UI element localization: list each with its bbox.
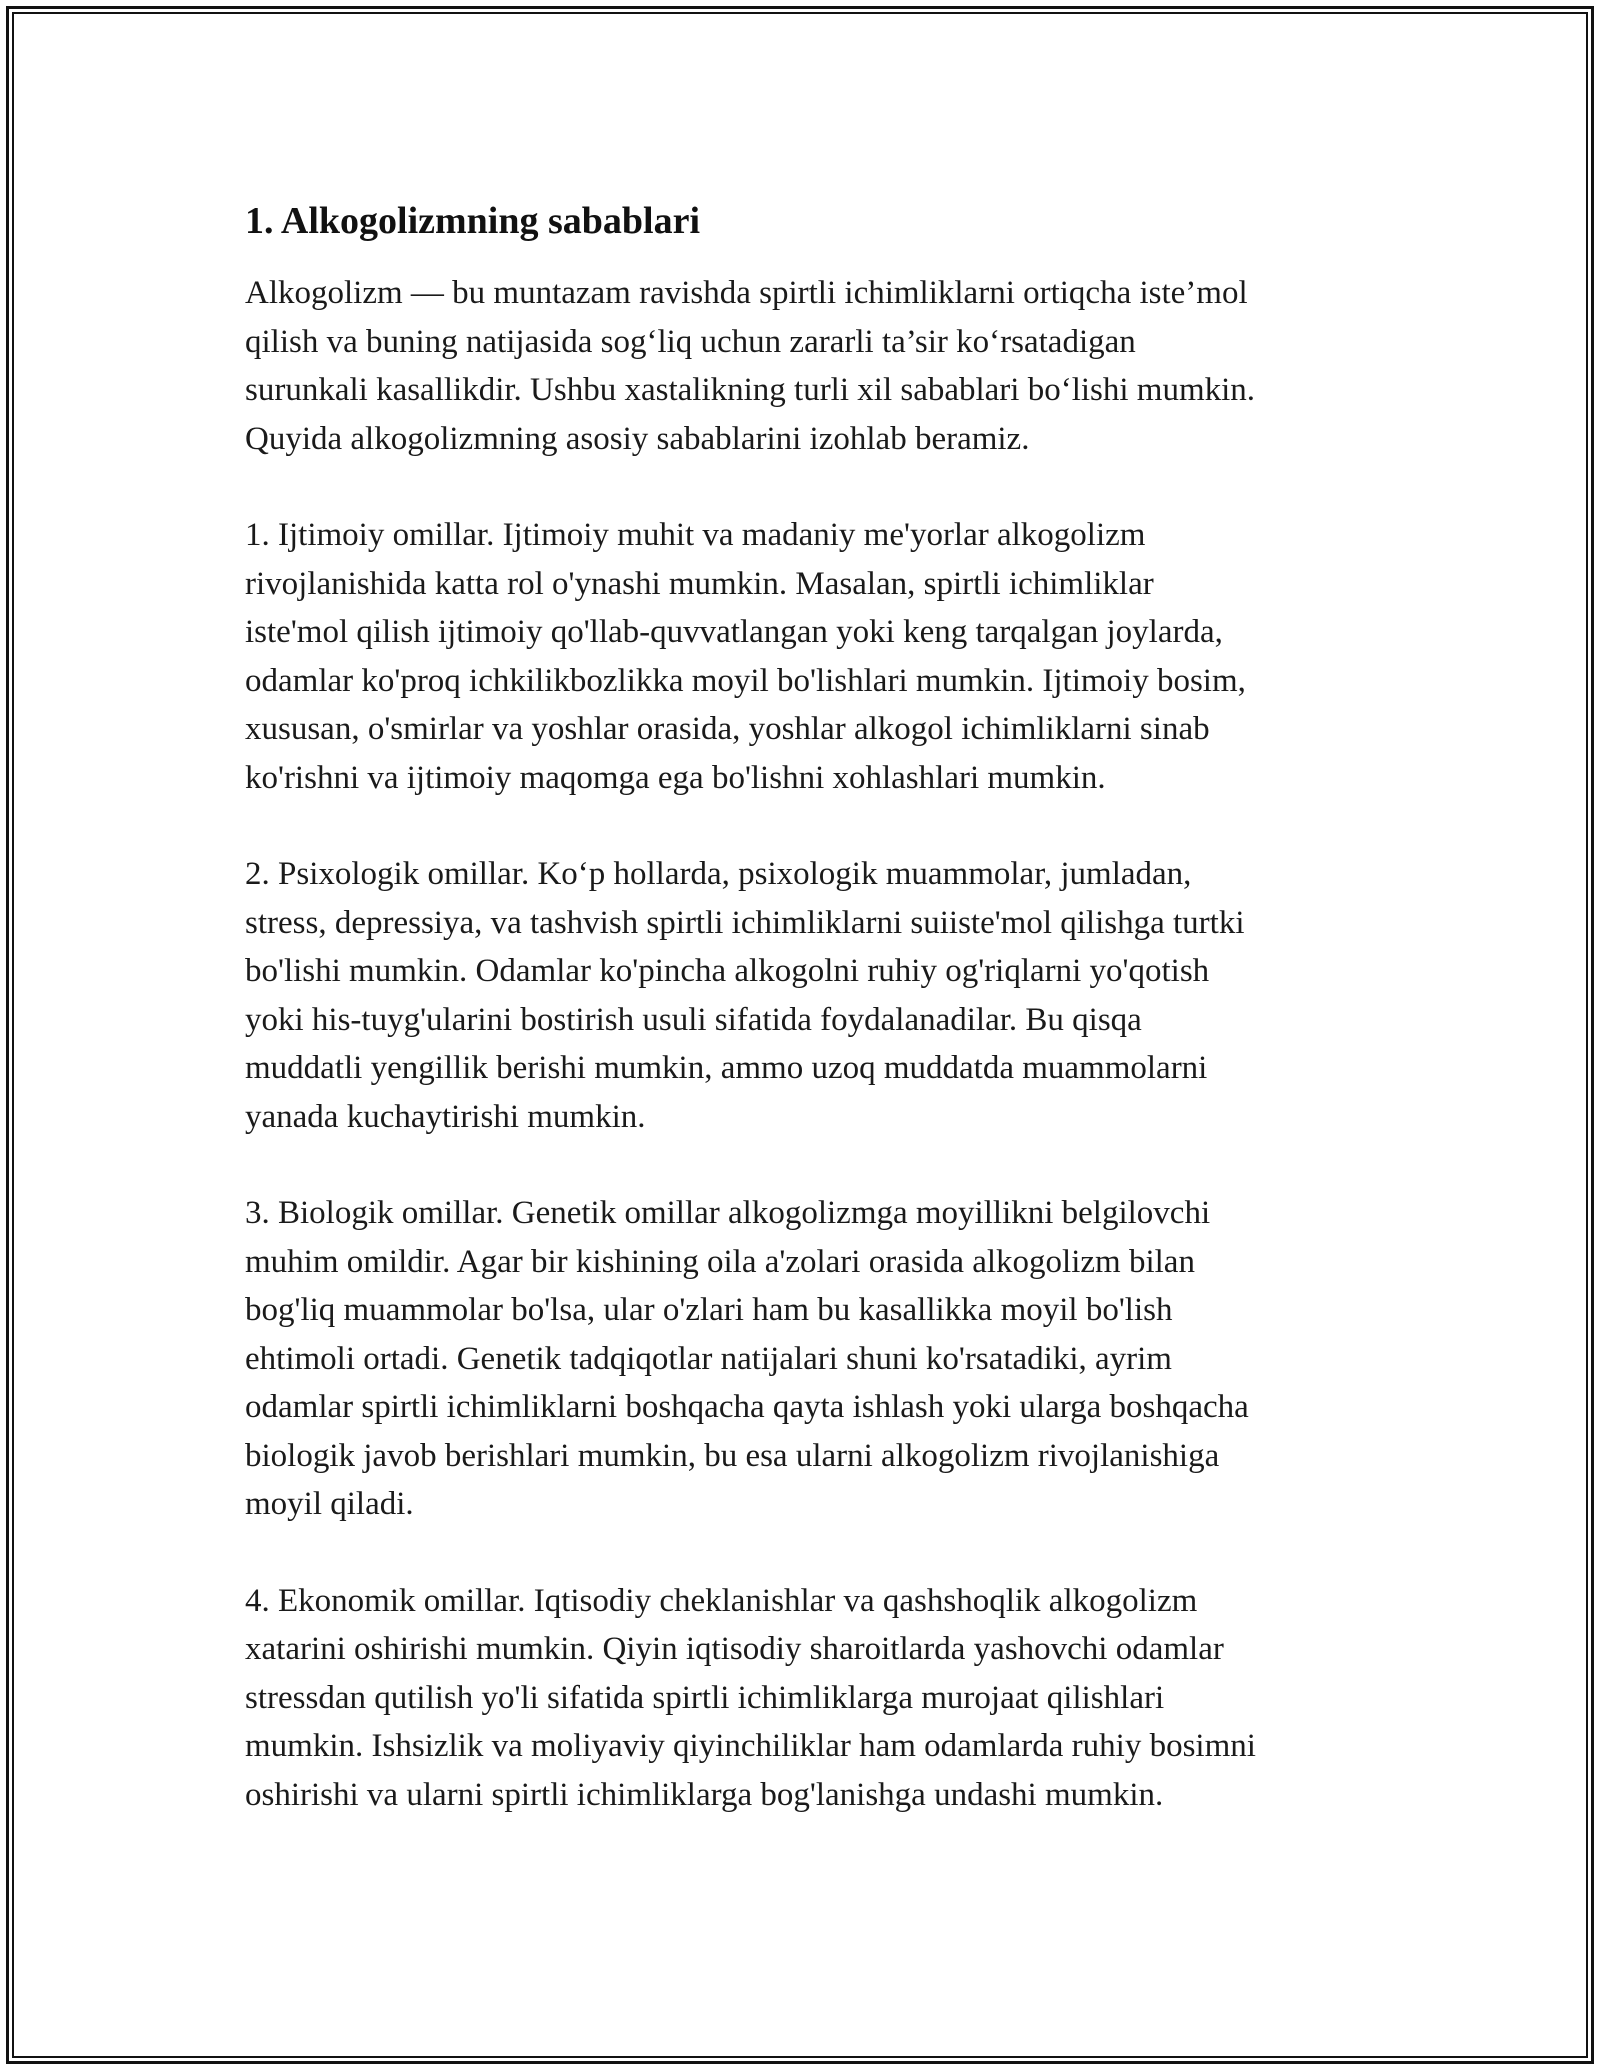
document-title: 1. Alkogolizmning sabablari (245, 200, 701, 242)
document-body (245, 195, 1375, 1867)
intro-paragraph: Alkogolizm — bu muntazam ravishda spirtli ichimliklarni ortiqcha iste’mol qilish va buning natijasida sog‘liq uchun zararli ta’sir ko‘rsatadigan surunkali kasallikdir. Ushbu xastalikning turli xil sabablari bo‘lishi mumkin. Quyida alkogolizmning asosiy sabablarini izohlab beramiz. (245, 275, 1256, 457)
psychological-factors-paragraph: 2. Psixologik omillar. Ko‘p hollarda, psixologik muammolar, jumladan, stress, depressiya, va tashvish spirtli ichimliklarni suiiste'mol qilishga turtki bo'lishi mumkin. Odamlar ko'pincha alkogolni ruhiy og'riqlarni yo'qotish yoki his-tuyg'ularini bostirish usuli sifatida foydalanadilar. Bu qisqa muddatli yengillik berishi mumkin, ammo uzoq muddatda muammolarni yanada kuchaytirishi mumkin. (245, 856, 1245, 1135)
page-frame (6, 6, 1594, 2064)
social-factors-paragraph: 1. Ijtimoiy omillar. Ijtimoiy muhit va madaniy me'yorlar alkogolizm rivojlanishida katta rol o'ynashi mumkin. Masalan, spirtli ichimliklar iste'mol qilish ijtimoiy qo'llab-quvvatlangan yoki keng tarqalgan joylarda, odamlar ko'proq ichkilikbozlikka moyil bo'lishlari mumkin. Ijtimoiy bosim, xususan, o'smirlar va yoshlar orasida, yoshlar alkogol ichimliklarni sinab ko'rishni va ijtimoiy maqomga ega bo'lishni xohlashlari mumkin. (245, 517, 1246, 796)
economic-factors-paragraph: 4. Ekonomik omillar. Iqtisodiy cheklanishlar va qashshoqlik alkogolizm xatarini oshirishi mumkin. Qiyin iqtisodiy sharoitlarda yashovchi odamlar stressdan qutilish yo'li sifatida spirtli ichimliklarga murojaat qilishlari mumkin. Ishsizlik va moliyaviy qiyinchiliklar ham odamlarda ruhiy bosimni oshirishi va ularni spirtli ichimliklarga bog'lanishga undashi mumkin. (245, 1582, 1256, 1813)
biological-factors-paragraph: 3. Biologik omillar. Genetik omillar alkogolizmga moyillikni belgilovchi muhim omildir. Agar bir kishining oila a'zolari orasida alkogolizm bilan bog'liq muammolar bo'lsa, ular o'zlari ham bu kasallikka moyil bo'lish ehtimoli ortadi. Genetik tadqiqotlar natijalari shuni ko'rsatadiki, ayrim odamlar spirtli ichimliklarni boshqacha qayta ishlash yoki ularga boshqacha biologik javob berishlari mumkin, bu esa ularni alkogolizm rivojlanishiga moyil qiladi. (245, 1195, 1249, 1522)
